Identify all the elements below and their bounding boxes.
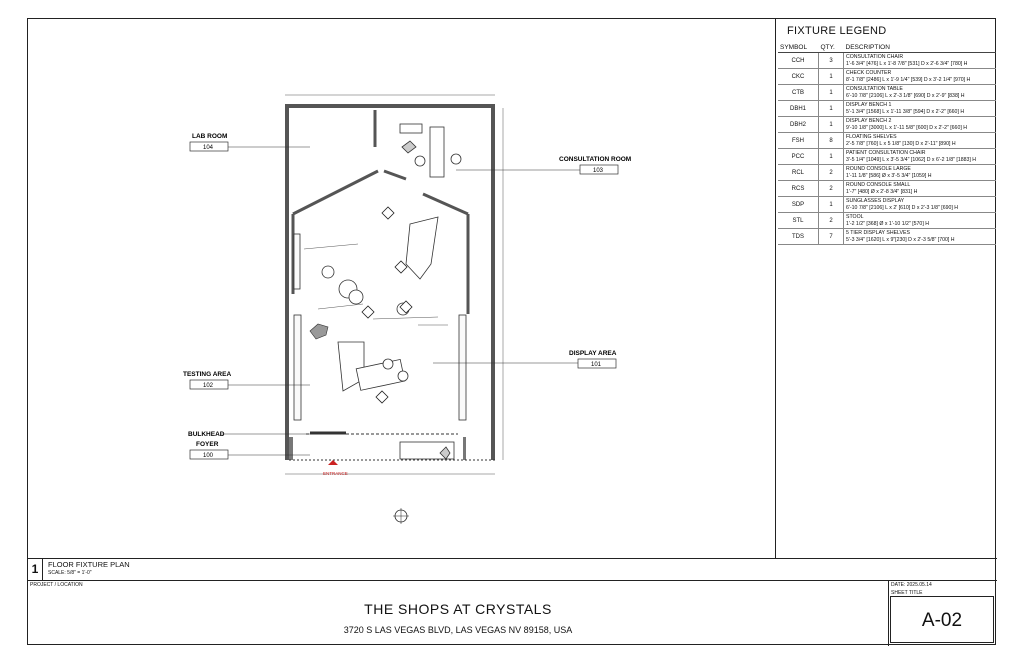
floor-plan-drawing	[28, 19, 775, 558]
fixture-dimensions: 1'-6 3/4" [476] L x 1'-8 7/8" [531] D x 2'-6 3/4" [780] H	[846, 60, 968, 67]
legend-header-row	[778, 43, 996, 53]
legend-symbol: SDP	[778, 197, 819, 213]
legend-description	[844, 85, 997, 101]
legend-row	[778, 213, 996, 229]
legend-row	[778, 69, 996, 85]
legend-row	[778, 53, 996, 69]
fixture-dimensions: 1'-2 1/2" [368] Ø x 1'-10 1/2" [570] H	[846, 220, 929, 227]
legend-symbol: TDS	[778, 229, 819, 245]
room-tag-testing	[183, 371, 310, 389]
project-label: PROJECT / LOCATION	[30, 582, 83, 588]
legend-description	[844, 101, 997, 117]
fixture-name: CHECK COUNTER	[846, 70, 892, 77]
fixture-name: 5 TIER DISPLAY SHELVES	[846, 230, 910, 237]
room-name: TESTING AREA	[183, 371, 232, 378]
fixture-dimensions: 2'-5 7/8" [760] L x 5 1/8" [130] D x 2'-11" [890] H	[846, 140, 956, 147]
legend-row	[778, 229, 996, 245]
north-arrow-icon	[393, 508, 409, 524]
legend-qty: 2	[819, 165, 844, 181]
legend-row	[778, 85, 996, 101]
legend-symbol: DBH2	[778, 117, 819, 133]
view-scale: SCALE: 5/8" = 1'-0"	[48, 570, 92, 576]
consultation-furniture	[400, 124, 461, 177]
legend-rows	[778, 53, 996, 245]
sheet-number: A-02	[890, 596, 994, 643]
legend-symbol: FSH	[778, 133, 819, 149]
legend-qty: 8	[819, 133, 844, 149]
drawing-sheet	[27, 18, 996, 645]
title-block	[28, 580, 997, 646]
check-counter	[400, 442, 454, 459]
legend-qty: 1	[819, 101, 844, 117]
header-symbol: SYMBOL	[778, 43, 819, 53]
legend-qty: 1	[819, 69, 844, 85]
legend-description	[844, 133, 997, 149]
legend-description	[844, 213, 997, 229]
view-number: 1	[28, 559, 43, 580]
view-title: FLOOR FIXTURE PLAN	[48, 560, 130, 569]
legend-description	[844, 149, 997, 165]
sheet-info	[888, 581, 998, 646]
room-number: 103	[593, 168, 604, 174]
legend-qty: 1	[819, 197, 844, 213]
legend-symbol: DBH1	[778, 101, 819, 117]
legend-row	[778, 149, 996, 165]
fixture-dimensions: 6'-10 7/8" [2106] L x 2' [610] D x 2'-3 1/8" [690] H	[846, 204, 959, 211]
room-number: 100	[203, 453, 214, 459]
legend-row	[778, 197, 996, 213]
sheet-date: DATE: 2025.05.14	[891, 582, 932, 588]
room-tag-consultation	[456, 156, 631, 174]
legend-qty: 1	[819, 85, 844, 101]
legend-row	[778, 181, 996, 197]
entrance-label: ENTRANCE	[323, 471, 348, 476]
legend-symbol: CKC	[778, 69, 819, 85]
fixture-dimensions: 1'-11 1/8" [586] Ø x 3'-5 3/4" [1059] H	[846, 172, 932, 179]
fixture-dimensions: 1'-7" [480] Ø x 2'-8 3/4" [831] H	[846, 188, 918, 195]
sheet-title-label: SHEET TITLE	[891, 590, 923, 596]
patient-chair-icon	[310, 324, 328, 339]
room-name: FOYER	[196, 441, 219, 448]
legend-description	[844, 229, 997, 245]
header-qty: QTY.	[819, 43, 844, 53]
legend-row	[778, 101, 996, 117]
fixture-name: DISPLAY BENCH 2	[846, 118, 892, 125]
fixture-name: PATIENT CONSULTATION CHAIR	[846, 150, 926, 157]
dimension-lines	[285, 95, 503, 474]
fixture-name: SUNGLASSES DISPLAY	[846, 198, 905, 205]
legend-row	[778, 117, 996, 133]
fixture-name: DISPLAY BENCH 1	[846, 102, 892, 109]
room-number: 104	[203, 145, 214, 151]
fixture-dimensions: 8'-1 7/8" [2486] L x 1'-9 1/4" [539] D x 3'-2 1/4" [970] H	[846, 76, 971, 83]
legend-title: FIXTURE LEGEND	[787, 25, 887, 37]
fixture-dimensions: 6'-10 7/8" [2106] L x 2'-3 1/8" [690] D x 2'-9" [838] H	[846, 92, 965, 99]
fixture-dimensions: 5'-3 3/4" [1620] L x 9"[230] D x 2'-3 5/8" [700] H	[846, 236, 955, 243]
fixture-dimensions: 5'-1 3/4" [1568] L x 1'-11 3/8" [594] D x 2'-2" [660] H	[846, 108, 965, 115]
legend-symbol: STL	[778, 213, 819, 229]
legend-description	[844, 53, 997, 69]
view-title-strip	[28, 558, 997, 580]
room-number: 101	[591, 362, 602, 368]
legend-symbol: PCC	[778, 149, 819, 165]
fixture-legend	[775, 19, 997, 558]
legend-symbol: RCL	[778, 165, 819, 181]
legend-symbol: RCS	[778, 181, 819, 197]
legend-table	[778, 43, 996, 245]
fixture-name: CONSULTATION CHAIR	[846, 54, 904, 61]
floor-plan-area	[28, 19, 775, 558]
legend-description	[844, 117, 997, 133]
fixture-name: CONSULTATION TABLE	[846, 86, 903, 93]
header-description: DESCRIPTION	[844, 43, 997, 53]
legend-qty: 3	[819, 53, 844, 69]
legend-description	[844, 165, 997, 181]
fixture-dimensions: 9'-10 1/8" [3000] L x 1'-11 5/8" [600] D x 2'-2" [660] H	[846, 124, 967, 131]
legend-qty: 7	[819, 229, 844, 245]
room-tag-lab	[190, 133, 310, 151]
legend-symbol: CCH	[778, 53, 819, 69]
entrance-marker-icon	[328, 460, 338, 465]
project-address: 3720 S LAS VEGAS BLVD, LAS VEGAS NV 89158, USA	[343, 625, 573, 635]
legend-description	[844, 197, 997, 213]
project-name: THE SHOPS AT CRYSTALS	[364, 601, 552, 617]
legend-description	[844, 181, 997, 197]
legend-qty: 2	[819, 213, 844, 229]
legend-symbol: CTB	[778, 85, 819, 101]
bulkhead-tag	[188, 431, 318, 438]
legend-row	[778, 133, 996, 149]
room-name: DISPLAY AREA	[569, 350, 617, 357]
legend-qty: 1	[819, 117, 844, 133]
fixture-dimensions: 3'-5 1/4" [1049] L x 3'-5 3/4" [1062] D x 6'-2 1/8" [1883] H	[846, 156, 976, 163]
room-name: BULKHEAD	[188, 431, 225, 438]
legend-row	[778, 165, 996, 181]
room-name: LAB ROOM	[192, 133, 228, 140]
fixture-name: FLOATING SHELVES	[846, 134, 897, 141]
room-name: CONSULTATION ROOM	[559, 156, 632, 163]
legend-qty: 1	[819, 149, 844, 165]
legend-description	[844, 69, 997, 85]
fixture-name: STOOL	[846, 214, 864, 221]
room-number: 102	[203, 383, 214, 389]
fixture-name: ROUND CONSOLE LARGE	[846, 166, 911, 173]
fixture-name: ROUND CONSOLE SMALL	[846, 182, 911, 189]
legend-qty: 2	[819, 181, 844, 197]
